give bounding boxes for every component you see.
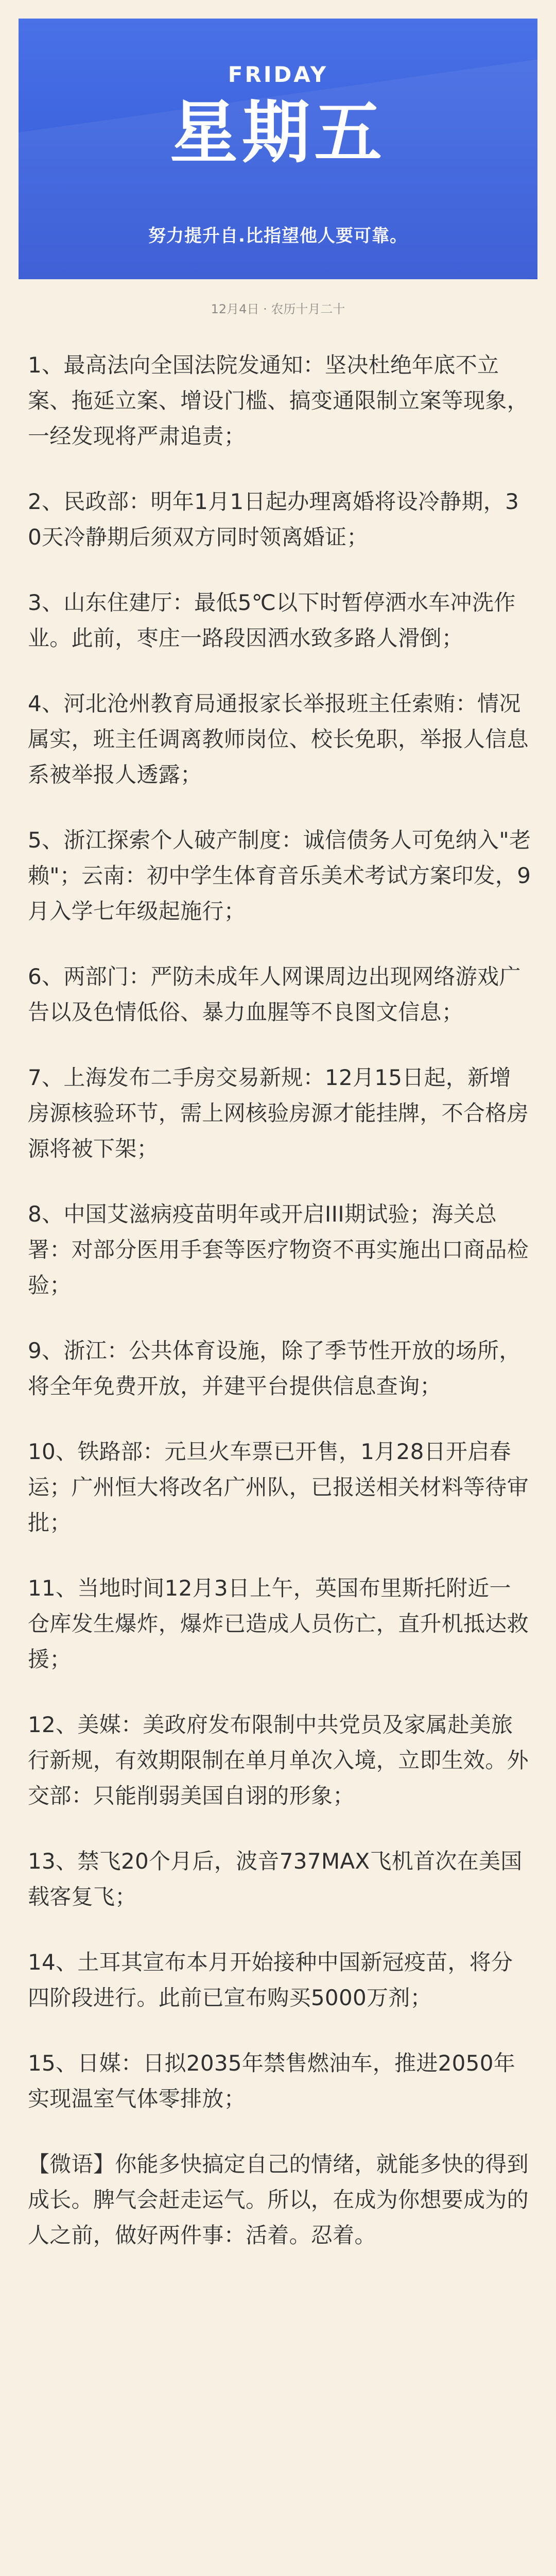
- news-item-11: 11、当地时间12月3日上午，英国布里斯托附近一仓库发生爆炸，爆炸已造成人员伤亡，直升机抵达救援；: [28, 1575, 529, 1672]
- news-item-6: 6、两部门：严防未成年人网课周边出现网络游戏广告以及色情低俗、暴力血腥等不良图文信息；: [28, 964, 521, 1025]
- news-item-7: 7、上海发布二手房交易新规：12月15日起，新增房源核验环节，需上网核验房源才能挂牌，不合格房源将被下架；: [28, 1065, 529, 1161]
- news-item-15: 15、日媒：日拟2035年禁售燃油车，推进2050年实现温室气体零排放；: [28, 2050, 516, 2111]
- news-item-5: 5、浙江探索个人破产制度：诚信债务人可免纳入"老赖"；云南：初中学生体育音乐美术考试方案印发，9月入学七年级起施行；: [28, 827, 531, 924]
- news-item-8: 8、中国艾滋病疫苗明年或开启III期试验；海关总署：对部分医用手套等医疗物资不再实施出口商品检验；: [28, 1201, 529, 1298]
- day-en: FRIDAY: [228, 62, 328, 87]
- news-list: [28, 347, 532, 2253]
- news-item-10: 10、铁路部：元旦火车票已开售，1月28日开启春运；广州恒大将改名广州队，已报送相关材料等待审批；: [28, 1439, 529, 1535]
- news-item-3: 3、山东住建厅：最低5℃以下时暂停洒水车冲洗作业。此前，枣庄一路段因洒水致多路人滑倒；: [28, 590, 516, 651]
- news-item-14: 14、土耳其宣布本月开始接种中国新冠疫苗，将分四阶段进行。此前已宣布购买5000万剂；: [28, 1950, 513, 2010]
- slogan: 努力提升自.比指望他人要可靠。: [148, 226, 408, 246]
- news-item-13: 13、禁飞20个月后，波音737MAX飞机首次在美国载客复飞；: [28, 1849, 523, 1909]
- news-item-12: 12、美媒：美政府发布限制中共党员及家属赴美旅行新规，有效期限制在单月单次入境，立即生效。外交部：只能削弱美国自诩的形象；: [28, 1712, 529, 1808]
- weiyu-quote: 【微语】你能多快搞定自己的情绪，就能多快的得到成长。脾气会赶走运气。所以，在成为你想要成为的人之前，做好两件事：活着。忍着。: [28, 2151, 529, 2248]
- date-line: 12月4日 · 农历十月二十: [211, 302, 345, 316]
- news-item-4: 4、河北沧州教育局通报家长举报班主任索贿：情况属实，班主任调离教师岗位、校长免职，举报人信息系被举报人透露；: [28, 691, 529, 787]
- news-item-1: 1、最高法向全国法院发通知：坚决杜绝年底不立案、拖延立案、增设门槛、搞变通限制立案等现象，一经发现将严肃追责；: [28, 352, 529, 449]
- news-item-9: 9、浙江：公共体育设施，除了季节性开放的场所，将全年免费开放，并建平台提供信息查询；: [28, 1338, 521, 1399]
- header-banner: [19, 19, 537, 279]
- news-item-2: 2、民政部：明年1月1日起办理离婚将设冷静期，30天冷静期后须双方同时领离婚证；: [28, 489, 519, 550]
- day-cn: 星期五: [170, 93, 386, 173]
